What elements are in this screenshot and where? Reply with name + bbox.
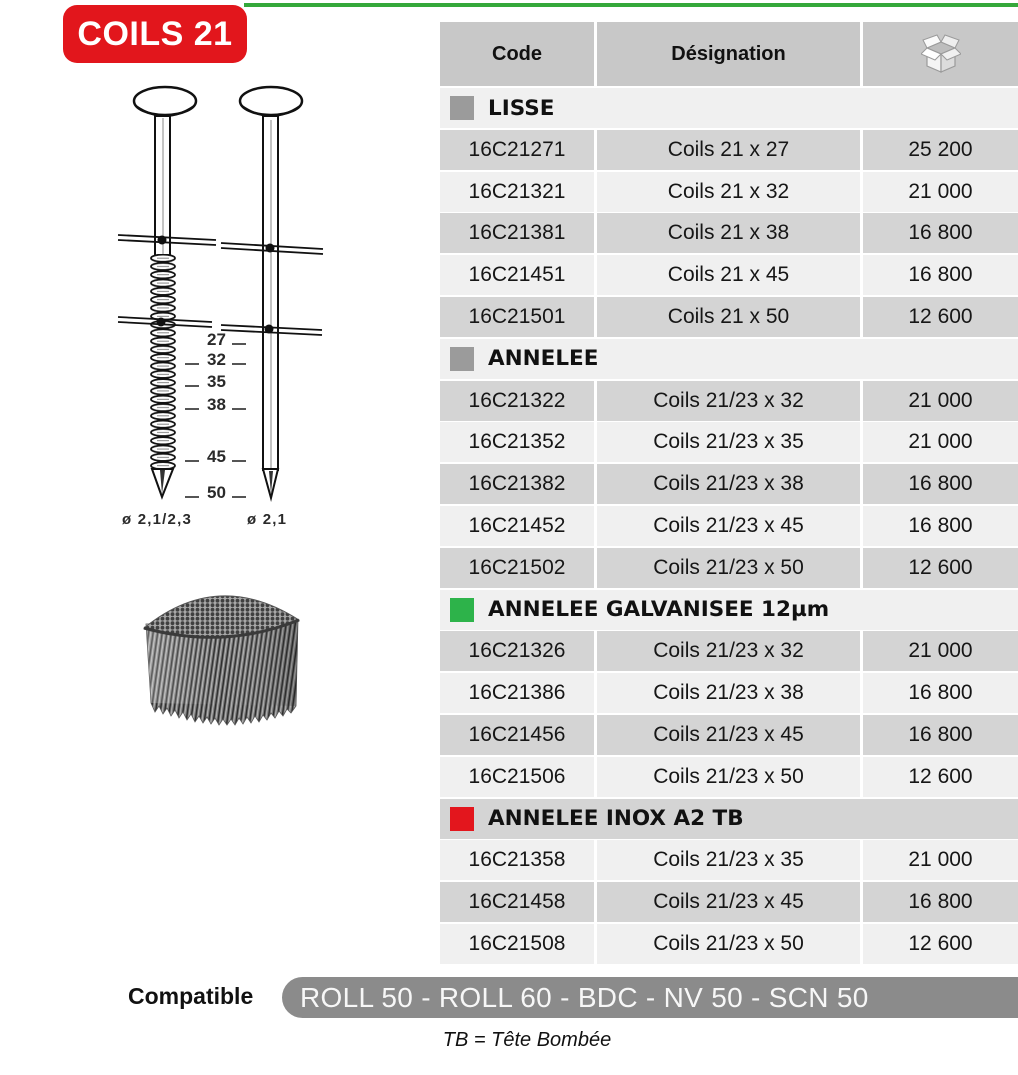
designation-cell: Coils 21 x 32 <box>597 172 860 212</box>
product-row <box>440 631 1018 671</box>
product-row <box>440 255 1018 295</box>
section-header-row <box>440 88 1018 128</box>
product-row <box>440 464 1018 504</box>
product-table <box>440 22 1018 964</box>
product-code-cell: 16C21358 <box>440 840 594 880</box>
smooth-shank-diameter-label: ø 2,1 <box>247 511 288 528</box>
designation-cell: Coils 21/23 x 45 <box>597 882 860 922</box>
section-title: ANNELEE INOX A2 TB <box>488 806 744 832</box>
designation-cell: Coils 21/23 x 38 <box>597 464 860 504</box>
product-code-cell: 16C21352 <box>440 422 594 462</box>
table-body <box>440 88 1018 964</box>
designation-cell: Coils 21/23 x 38 <box>597 673 860 713</box>
collation-wires <box>118 235 323 335</box>
nail-coil-image <box>144 596 299 725</box>
product-row <box>440 130 1018 170</box>
quantity-cell: 25 200 <box>863 130 1018 170</box>
quantity-cell: 16 800 <box>863 506 1018 546</box>
quantity-cell: 16 800 <box>863 464 1018 504</box>
designation-cell: Coils 21/23 x 50 <box>597 757 860 797</box>
weld-point <box>265 325 274 334</box>
section-title: ANNELEE GALVANISEE 12µm <box>488 597 830 623</box>
product-code-cell: 16C21456 <box>440 715 594 755</box>
product-row <box>440 172 1018 212</box>
length-mark: 35 <box>207 372 226 391</box>
footnote: TB = Tête Bombée <box>442 1029 612 1051</box>
weld-point <box>158 236 167 245</box>
product-range-badge <box>63 5 247 63</box>
quantity-cell: 21 000 <box>863 422 1018 462</box>
designation-cell: Coils 21/23 x 35 <box>597 840 860 880</box>
product-row <box>440 297 1018 337</box>
section-color-swatch <box>450 96 474 120</box>
product-code-cell: 16C21386 <box>440 673 594 713</box>
quantity-cell: 16 800 <box>863 882 1018 922</box>
badge-title: COILS 21 <box>77 15 233 53</box>
ring-shank-nail <box>134 87 196 497</box>
product-row <box>440 924 1018 964</box>
compatible-label: Compatible <box>128 983 254 1009</box>
length-mark: 27 <box>207 330 226 349</box>
product-code-cell: 16C21502 <box>440 548 594 588</box>
quantity-cell: 12 600 <box>863 924 1018 964</box>
designation-cell: Coils 21 x 50 <box>597 297 860 337</box>
section-color-swatch <box>450 807 474 831</box>
compatible-machines: ROLL 50 - ROLL 60 - BDC - NV 50 - SCN 50 <box>300 981 869 1013</box>
header-designation: Désignation <box>597 22 860 86</box>
product-code-cell: 16C21382 <box>440 464 594 504</box>
length-mark: 38 <box>207 395 226 414</box>
section-color-swatch <box>450 598 474 622</box>
product-row <box>440 673 1018 713</box>
weld-point <box>157 318 166 327</box>
section-title: LISSE <box>488 95 555 121</box>
product-code-cell: 16C21458 <box>440 882 594 922</box>
header-quantity <box>863 22 1018 86</box>
section-header-row <box>440 339 1018 379</box>
designation-cell: Coils 21 x 45 <box>597 255 860 295</box>
weld-point <box>266 244 275 253</box>
designation-cell: Coils 21/23 x 45 <box>597 506 860 546</box>
quantity-cell: 16 800 <box>863 255 1018 295</box>
designation-cell: Coils 21/23 x 50 <box>597 548 860 588</box>
designation-cell: Coils 21/23 x 45 <box>597 715 860 755</box>
product-code-cell: 16C21501 <box>440 297 594 337</box>
product-code-cell: 16C21271 <box>440 130 594 170</box>
table-header-row <box>440 22 1018 86</box>
product-row <box>440 757 1018 797</box>
quantity-cell: 12 600 <box>863 757 1018 797</box>
product-code-cell: 16C21451 <box>440 255 594 295</box>
product-row <box>440 506 1018 546</box>
nail-rings <box>150 254 176 470</box>
box-icon <box>921 32 961 76</box>
product-row <box>440 422 1018 462</box>
quantity-cell: 21 000 <box>863 381 1018 421</box>
quantity-cell: 12 600 <box>863 297 1018 337</box>
product-code-cell: 16C21506 <box>440 757 594 797</box>
designation-cell: Coils 21/23 x 32 <box>597 631 860 671</box>
length-mark: 50 <box>207 483 226 502</box>
quantity-cell: 21 000 <box>863 631 1018 671</box>
top-accent-rule <box>244 3 1018 7</box>
ring-shank-diameter-label: ø 2,1/2,3 <box>122 511 193 528</box>
nail-illustrations <box>0 0 440 760</box>
designation-cell: Coils 21 x 27 <box>597 130 860 170</box>
length-mark: 45 <box>207 447 226 466</box>
product-row <box>440 840 1018 880</box>
product-row <box>440 548 1018 588</box>
smooth-shank-nail <box>240 87 302 498</box>
product-row <box>440 882 1018 922</box>
section-color-swatch <box>450 347 474 371</box>
header-code: Code <box>440 22 594 86</box>
product-code-cell: 16C21321 <box>440 172 594 212</box>
product-code-cell: 16C21326 <box>440 631 594 671</box>
section-header-row <box>440 590 1018 630</box>
product-row <box>440 715 1018 755</box>
quantity-cell: 16 800 <box>863 715 1018 755</box>
quantity-cell: 21 000 <box>863 840 1018 880</box>
product-code-cell: 16C21452 <box>440 506 594 546</box>
compatible-machines-bar <box>282 977 1018 1018</box>
designation-cell: Coils 21/23 x 32 <box>597 381 860 421</box>
designation-cell: Coils 21 x 38 <box>597 213 860 253</box>
length-scale <box>185 330 246 502</box>
quantity-cell: 12 600 <box>863 548 1018 588</box>
quantity-cell: 21 000 <box>863 172 1018 212</box>
product-row <box>440 213 1018 253</box>
product-code-cell: 16C21322 <box>440 381 594 421</box>
designation-cell: Coils 21/23 x 35 <box>597 422 860 462</box>
product-row <box>440 381 1018 421</box>
quantity-cell: 16 800 <box>863 213 1018 253</box>
product-code-cell: 16C21381 <box>440 213 594 253</box>
length-mark: 32 <box>207 350 226 369</box>
product-code-cell: 16C21508 <box>440 924 594 964</box>
designation-cell: Coils 21/23 x 50 <box>597 924 860 964</box>
section-title: ANNELEE <box>488 346 599 372</box>
section-header-row <box>440 799 1018 839</box>
quantity-cell: 16 800 <box>863 673 1018 713</box>
